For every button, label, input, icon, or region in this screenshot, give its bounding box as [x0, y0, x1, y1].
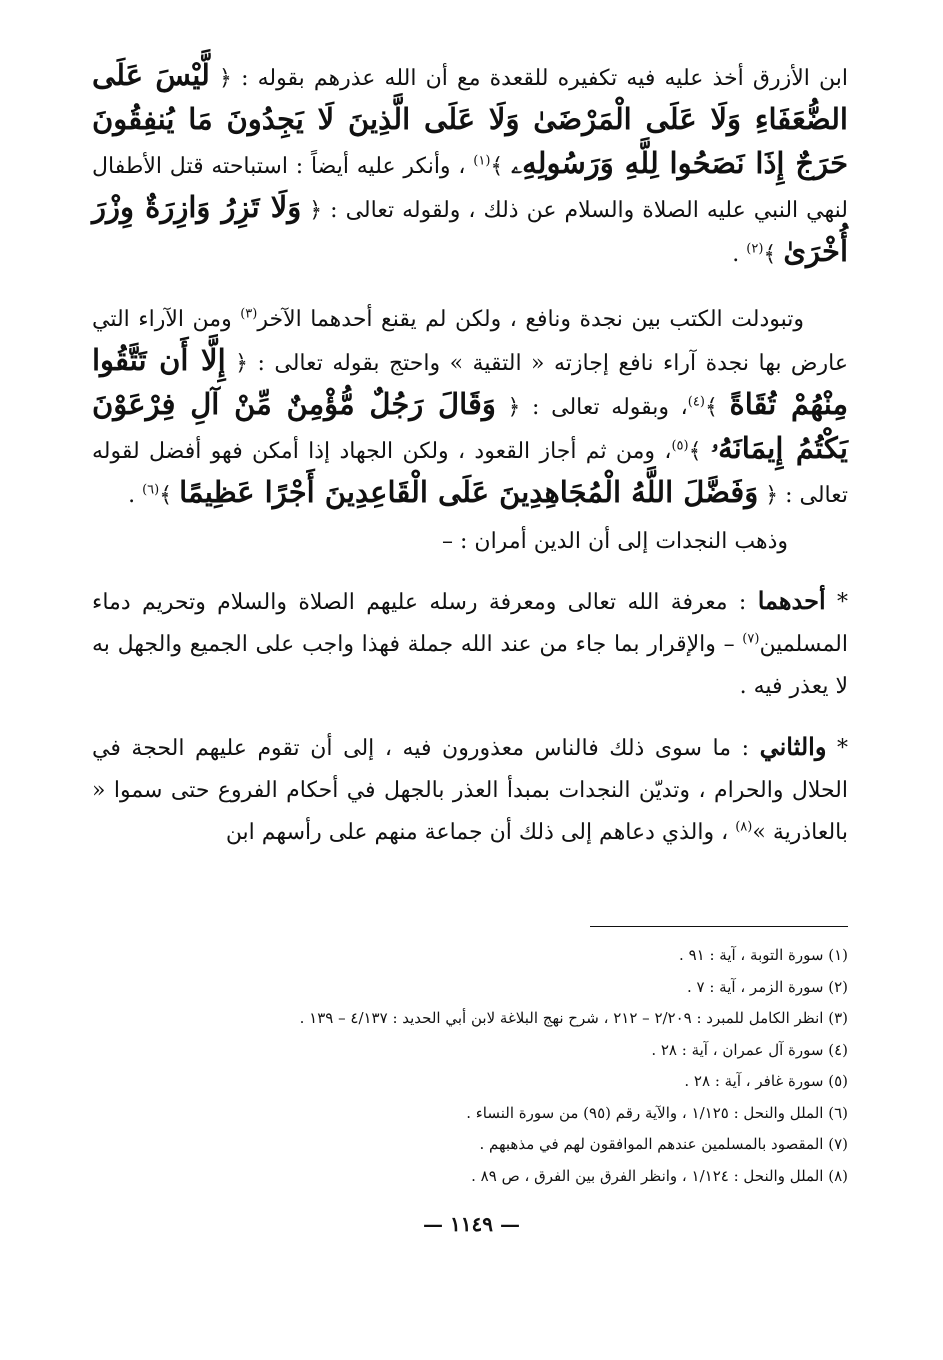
quran-verse: وَفَضَّلَ اللَّهُ الْمُجَاهِدِينَ عَلَى الْقَاعِدِينَ أَجْرًا عَظِيمًا: [179, 475, 759, 509]
quran-verse: إِلَّا أَن تَتَّقُوا مِنْهُمْ تُقَاةً: [92, 343, 848, 421]
footnote-ref-7[interactable]: (٧): [742, 631, 760, 647]
text: ﴾: [159, 483, 180, 508]
text: – والإقرار بما جاء من عند الله جملة فهذا واجب على الجميع والجهل به لا يعذر فيه .: [92, 632, 848, 699]
quran-verse: وَلَا تَزِرُ وَازِرَةٌ وِزْرَ أُخْرَىٰ: [92, 190, 848, 268]
text: .: [732, 242, 747, 267]
footnote-ref-4[interactable]: (٤): [687, 394, 705, 410]
footnote-ref-5[interactable]: (٥): [671, 438, 689, 454]
footnote-8: (٨) الملل والنحل : ١/١٢٤ ، وانظر الفرق بين الفرق ، ص ٨٩ .: [471, 1166, 848, 1185]
footnote-3: (٣) انظر الكامل للمبرد : ٢/٢٠٩ – ٢١٢ ، شرح نهج البلاغة لابن أبي الحديد : ٤/١٣٧ – ١٣٩ .: [299, 1009, 848, 1027]
footnote-2: (٢) سورة الزمر ، آية : ٧ .: [686, 977, 848, 996]
footnote-ref-6[interactable]: (٦): [142, 482, 160, 498]
paragraph-3: وذهب النجدات إلى أن الدين أمران : –: [442, 529, 788, 554]
footnote-6: (٦) الملل والنحل : ١/١٢٥ ، والآية رقم (٩٥) من سورة النساء .: [466, 1103, 848, 1122]
footnotes: [92, 940, 848, 1192]
text: ، وبقوله تعالى : ﴿: [495, 395, 688, 420]
footnote-1: (١) سورة التوبة ، آية : ٩١ .: [679, 946, 848, 964]
text: ﴾: [704, 395, 730, 420]
paragraph-4: [92, 580, 848, 708]
quran-verse: وَقَالَ رَجُلٌ مُّؤْمِنٌ مِّنْ آلِ فِرْعَوْنَ يَكْتُمُ إِيمَانَهُۥ: [92, 387, 848, 465]
text: : معرفة الله تعالى ومعرفة رسله عليهم الصلاة والسلام وتحريم دماء المسلمين: [92, 590, 848, 657]
text: ﴾: [490, 154, 512, 179]
footnote-4: (٤) سورة آل عمران ، آية : ٢٨ .: [651, 1040, 848, 1059]
footnote-7: (٧) المقصود بالمسلمين عندهم الموافقون لهم في مذهبهم .: [479, 1135, 848, 1153]
star-icon: *: [826, 736, 848, 761]
section-heading: والثاني: [759, 732, 827, 761]
text: ﴾: [763, 242, 784, 267]
text: ، وأنكر عليه أيضاً : استباحته قتل الأطفال لنهي النبي عليه الصلاة والسلام عن ذلك ، ولقوله تعالى : ﴿: [92, 154, 848, 223]
page-number: — ١١٤٩ —: [423, 1212, 520, 1236]
footnote-ref-1[interactable]: (١): [473, 153, 491, 169]
section-heading: أحدهما: [757, 586, 826, 615]
footnote-separator: [590, 926, 848, 927]
text: ، والذي دعاهم إلى ذلك أن جماعة منهم على رأسهم ابن: [225, 820, 736, 845]
star-icon: *: [825, 590, 848, 615]
text: : ما سوى ذلك فالناس معذورون فيه ، إلى أن تقوم عليهم الحجة في الحلال والحرام ، وتديّن النجدات بمبدأ العذر بالجهل في أحكام الفروع حتى سموا « بالعاذرية »: [92, 736, 848, 845]
quran-verse: لَّيْسَ عَلَى الضُّعَفَاءِ وَلَا عَلَى الْمَرْضَىٰ وَلَا عَلَى الَّذِينَ لَا يَجِدُونَ مَا يُنفِقُونَ حَرَجٌ إِذَا نَصَحُوا لِلَّهِ وَرَسُولِهِۦ: [92, 58, 849, 180]
paragraph-1: [92, 55, 848, 275]
text: ﴾: [688, 439, 711, 464]
text: .: [128, 483, 143, 508]
text: ، ومن ثم أجاز القعود ، ولكن الجهاد إذا أمكن فهو أفضل لقوله تعالى : ﴿: [92, 439, 848, 508]
paragraph-5: [92, 726, 848, 854]
text: ابن الأزرق أخذ عليه فيه تكفيره للقعدة مع أن الله عذرهم بقوله : ﴿: [209, 66, 849, 91]
text: ومن الآراء التي عارض بها نجدة آراء نافع إجازته « التقية » واحتج بقوله تعالى : ﴿: [92, 307, 848, 376]
paragraph-2: [92, 299, 848, 516]
footnote-ref-8[interactable]: (٨): [735, 819, 753, 835]
text: وتبودلت الكتب بين نجدة ونافع ، ولكن لم يقنع أحدهما الآخر: [257, 307, 804, 332]
footnote-5: (٥) سورة غافر ، آية : ٢٨ .: [684, 1072, 848, 1090]
main-text: [92, 55, 848, 854]
footnote-ref-2[interactable]: (٢): [746, 241, 764, 257]
footnote-ref-3[interactable]: (٣): [240, 306, 258, 322]
